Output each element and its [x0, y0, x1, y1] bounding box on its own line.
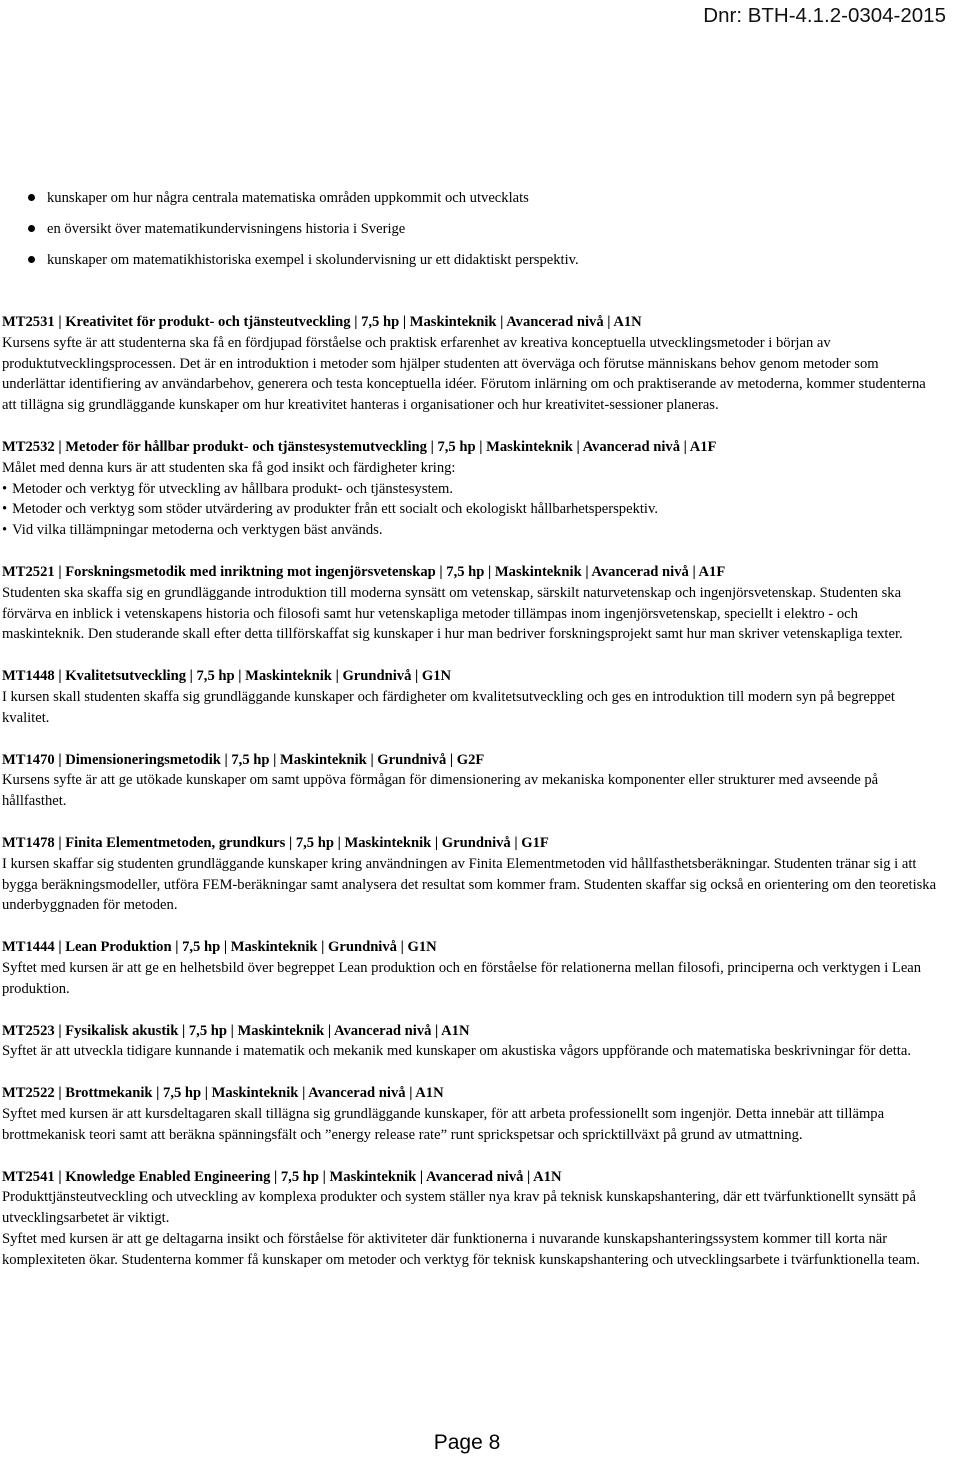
document-reference-number: Dnr: BTH-4.1.2-0304-2015	[703, 4, 946, 27]
bullet-list	[28, 188, 928, 281]
course-title: MT1444 | Lean Produktion | 7,5 hp | Maskinteknik | Grundnivå | G1N	[2, 939, 437, 956]
course-title: MT2532 | Metoder för hållbar produkt- och tjänstesystemutveckling | 7,5 hp | Maskinteknik | Avancerad nivå | A1F	[2, 438, 717, 455]
course-mt1448	[2, 666, 942, 728]
course-description: Produkttjänsteutveckling och utveckling av komplexa produkter och system ställer nya krav på teknisk kunskapshantering, där ett tvärfunktionellt synsätt på utvecklingsarbetet är viktigt.	[2, 1189, 916, 1227]
course-title: MT2521 | Forskningsmetodik med inriktning mot ingenjörsvetenskap | 7,5 hp | Maskinteknik | Avancerad nivå | A1F	[2, 563, 726, 580]
course-description: Kursens syfte är att ge utökade kunskaper om samt uppöva förmågan för dimensionering av mekaniska komponenter eller strukturer med avseende på hållfasthet.	[2, 772, 879, 810]
course-mt2531	[2, 312, 942, 416]
course-description: Målet med denna kurs är att studenten ska få god insikt och färdigheter kring:	[2, 459, 456, 476]
course-description: I kursen skall studenten skaffa sig grundläggande kunskaper och färdigheter om kvalitetsutveckling och ges en introduktion till modern syn på begreppet kvalitet.	[2, 688, 895, 726]
course-mt1444	[2, 937, 942, 999]
course-title: MT2522 | Brottmekanik | 7,5 hp | Maskinteknik | Avancerad nivå | A1N	[2, 1085, 444, 1102]
list-item: kunskaper om matematikhistoriska exempel i skolundervisning ur ett didaktiskt perspektiv.	[28, 250, 928, 281]
course-list	[2, 312, 942, 1291]
course-title: MT2523 | Fysikalisk akustik | 7,5 hp | Maskinteknik | Avancerad nivå | A1N	[2, 1022, 470, 1039]
course-mt1470	[2, 750, 942, 812]
list-item: kunskaper om hur några centrala matematiska områden uppkommit och utvecklats	[28, 188, 928, 219]
course-description: Syftet med kursen är att ge en helhetsbild över begreppet Lean produktion och en förståelse för relationerna mellan filosofi, principerna och verktygen i Lean produktion.	[2, 959, 922, 997]
course-goal-item: • Metoder och verktyg för utveckling av hållbara produkt- och tjänstesystem.	[2, 479, 942, 500]
course-description: Syftet med kursen är att kursdeltagaren skall tillägna sig grundläggande kunskaper, för att arbeta professionellt som ingenjör. Detta innebär att tillämpa brottmekanisk teori samt att beräkna spänningsfält och ”energy release rate” runt sprickspetsar och spricktillväxt på grund av utmattning.	[2, 1105, 885, 1143]
course-description: Kursens syfte är att studenterna ska få en fördjupad förståelse och praktisk erfarenhet av kreativa konceptuella utvecklingsmetoder i början av produktutvecklingsprocessen. Det är en introduktion i metoder som hjälper studenten att överväga och förutse människans behov genom metoder som underlättar identifiering av användarbehov, generera och testa konceptuella idéer. Förutom inlärning om och praktiserande av metoderna, kommer studenterna att tillägna sig grundläggande kunskaper om hur kreativitet hanteras i organisationer och hur kreativitet-sessioner planeras.	[2, 334, 926, 414]
course-title: MT1470 | Dimensioneringsmetodik | 7,5 hp | Maskinteknik | Grundnivå | G2F	[2, 751, 485, 768]
course-description: Syftet med kursen är att ge deltagarna insikt och förståelse för aktiviteter där funktionerna i nuvarande kunskapshanteringssystem kommer till korta när komplexiteten ökar. Studenterna kommer få kunskaper om metoder och verktyg för teknisk kunskapshantering och utvecklingsarbete i tvärfunktionella team.	[2, 1230, 920, 1268]
course-goal-item: • Vid vilka tillämpningar metoderna och verktygen bäst används.	[2, 520, 942, 541]
course-mt2523	[2, 1021, 942, 1063]
course-description: I kursen skaffar sig studenten grundläggande kunskaper kring användningen av Finita Elementmetoden vid hållfasthetsberäkningar. Studenten tränar sig i att bygga beräkningsmodeller, utföra FEM-beräkningar samt analysera det resultat som kommer fram. Studenten skaffar sig också en orientering om den teoretiska underbyggnaden för metoden.	[2, 855, 937, 914]
course-mt2541	[2, 1167, 942, 1271]
list-item: en översikt över matematikundervisningens historia i Sverige	[28, 219, 928, 250]
course-description: Syftet är att utveckla tidigare kunnande i matematik och mekanik med kunskaper om akustiska vågors uppförande och matematiska beskrivningar för detta.	[2, 1043, 911, 1060]
course-description: Studenten ska skaffa sig en grundläggande introduktion till moderna synsätt om vetenskap, särskilt naturvetenskap och ingenjörsvetenskap. Studenten ska förvärva en inblick i vetenskapens historia och filosofi samt hur vetenskapliga metoder tillämpas inom ingenjörsvetenskap, speciellt i elektro - och maskinteknik. Den studerande skall efter detta tillförskaffat sig kunskaper i hur man bedriver forskningsprojekt samt hur man skriver vetenskapliga texter.	[2, 584, 903, 643]
page-number: Page 8	[433, 1431, 501, 1454]
course-title: MT1478 | Finita Elementmetoden, grundkurs | 7,5 hp | Maskinteknik | Grundnivå | G1F	[2, 834, 549, 851]
course-title: MT1448 | Kvalitetsutveckling | 7,5 hp | Maskinteknik | Grundnivå | G1N	[2, 668, 452, 685]
course-mt2522	[2, 1083, 942, 1145]
course-goal-item: • Metoder och verktyg som stöder utvärdering av produkter från ett socialt och ekologiskt hållbarhetsperspektiv.	[2, 499, 942, 520]
course-title: MT2541 | Knowledge Enabled Engineering | 7,5 hp | Maskinteknik | Avancerad nivå | A1N	[2, 1168, 562, 1185]
course-mt2532	[2, 437, 942, 541]
course-mt1478	[2, 833, 942, 916]
course-title: MT2531 | Kreativitet för produkt- och tjänsteutveckling | 7,5 hp | Maskinteknik | Avancerad nivå | A1N	[2, 314, 642, 330]
course-mt2521	[2, 562, 942, 645]
